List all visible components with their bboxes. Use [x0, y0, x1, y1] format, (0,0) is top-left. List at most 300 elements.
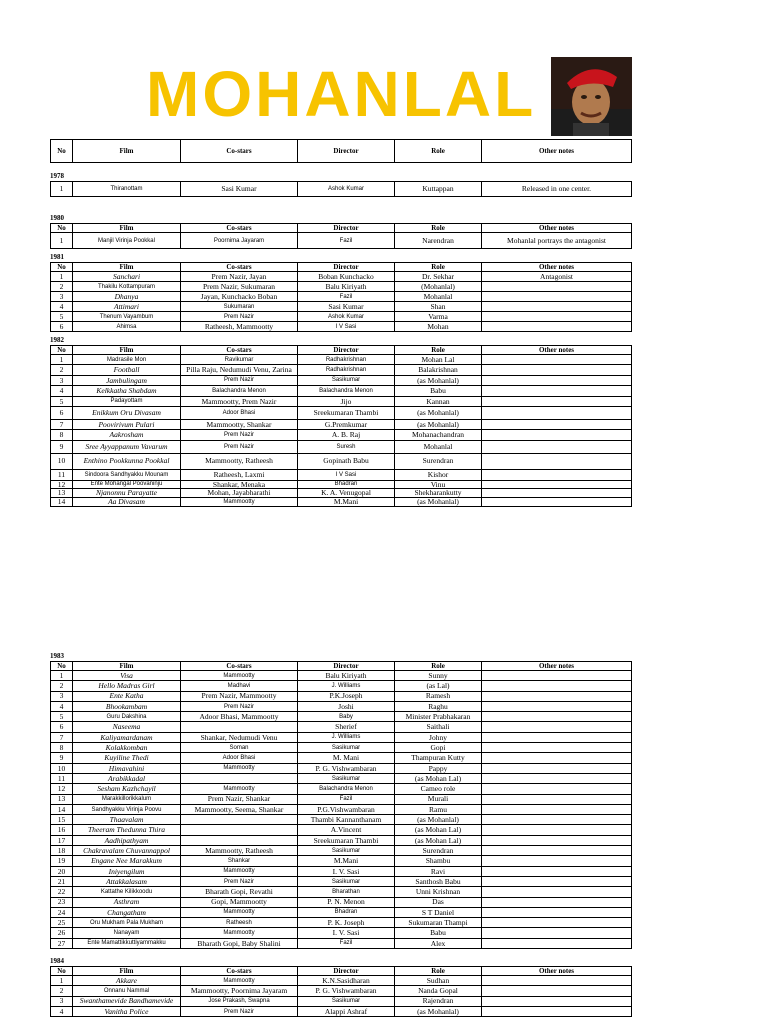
year-1982-section — [50, 336, 632, 507]
cell-co-stars: Mammootty, Seema, Shankar — [181, 804, 298, 814]
header-row-number: No — [51, 140, 73, 163]
cell-director: Baby — [298, 712, 395, 722]
cell-film-title: Sesham Kazhchayil — [73, 784, 181, 794]
table-row — [51, 743, 632, 753]
cell-film-title: Marakkillorikkalum — [73, 794, 181, 804]
cell-co-stars: Bharath Gopi, Revathi — [181, 887, 298, 897]
cell-role: (as Lal) — [395, 681, 482, 691]
header-film-title: Film — [73, 224, 181, 233]
cell-co-stars: Shankar, Menaka — [181, 480, 298, 489]
cell-film-title: Sanchari — [73, 272, 181, 282]
table-row — [51, 430, 632, 440]
table-row — [51, 928, 632, 938]
cell-row-number: 24 — [51, 907, 73, 917]
cell-role: Surendran — [395, 846, 482, 856]
cell-row-number: 11 — [51, 773, 73, 783]
page-title: MOHANLAL — [146, 58, 537, 130]
cell-film-title: Vanitha Police — [73, 1006, 181, 1016]
cell-co-stars: Gopi, Mammootty — [181, 897, 298, 907]
cell-row-number: 1 — [51, 976, 73, 986]
cell-role: Babu — [395, 928, 482, 938]
header-other-notes: Other notes — [482, 967, 632, 976]
cell-film-title: Kuyiline Thedi — [73, 753, 181, 763]
header-role: Role — [395, 346, 482, 355]
cell-other-notes — [482, 794, 632, 804]
cell-director: K. A. Venugopal — [298, 489, 395, 498]
cell-director: P. G. Vishwambaran — [298, 986, 395, 996]
cell-other-notes — [482, 856, 632, 866]
cell-row-number: 26 — [51, 928, 73, 938]
table-row — [51, 396, 632, 406]
cell-row-number: 12 — [51, 784, 73, 794]
cell-co-stars: Prem Nazir, Sukumaran — [181, 282, 298, 292]
header-film-title: Film — [73, 662, 181, 671]
table-row — [51, 918, 632, 928]
cell-co-stars — [181, 815, 298, 825]
cell-row-number: 16 — [51, 825, 73, 835]
cell-row-number: 5 — [51, 312, 73, 322]
header-director: Director — [298, 346, 395, 355]
cell-row-number: 21 — [51, 876, 73, 886]
cell-film-title: Oru Mukham Pala Mukham — [73, 918, 181, 928]
cell-co-stars: Prem Nazir — [181, 876, 298, 886]
cell-row-number: 4 — [51, 302, 73, 312]
cell-film-title: Enthino Pookkunna Pookkal — [73, 453, 181, 469]
cell-director: Bharathan — [298, 887, 395, 897]
cell-other-notes — [482, 938, 632, 948]
cell-row-number: 13 — [51, 794, 73, 804]
cell-role: Shekharankutty — [395, 489, 482, 498]
cell-film-title: Onnanu Nammal — [73, 986, 181, 996]
cell-director: A. B. Raj — [298, 430, 395, 440]
cell-director: J. Williams — [298, 681, 395, 691]
cell-other-notes — [482, 480, 632, 489]
header-other-notes: Other notes — [482, 346, 632, 355]
cell-other-notes: Released in one center. — [482, 182, 632, 197]
cell-director: Balachandra Menon — [298, 386, 395, 396]
cell-other-notes — [482, 825, 632, 835]
cell-co-stars: Poornima Jayaram — [181, 233, 298, 249]
cell-film-title: Football — [73, 365, 181, 375]
cell-role: Mohanlal — [395, 440, 482, 453]
table-row — [51, 784, 632, 794]
cell-film-title: Aakrosham — [73, 430, 181, 440]
cell-other-notes — [482, 835, 632, 845]
cell-co-stars: Adoor Bhasi — [181, 406, 298, 419]
cell-film-title: Ahimsa — [73, 322, 181, 332]
cell-director: Jijo — [298, 396, 395, 406]
cell-director: Balu Kiriyath — [298, 282, 395, 292]
cell-director: Ashok Kumar — [298, 312, 395, 322]
cell-film-title: Kelkkatha Shabdam — [73, 386, 181, 396]
cell-role: Santhosh Babu — [395, 876, 482, 886]
table-row — [51, 763, 632, 773]
cell-film-title: Thenum Vayambum — [73, 312, 181, 322]
cell-other-notes — [482, 815, 632, 825]
cell-co-stars: Mammootty, Poornima Jayaram — [181, 986, 298, 996]
cell-co-stars: Shankar — [181, 856, 298, 866]
cell-co-stars: Pilla Raju, Nedumudi Venu, Zarina — [181, 365, 298, 375]
table-row — [51, 773, 632, 783]
cell-row-number: 2 — [51, 986, 73, 996]
cell-row-number: 9 — [51, 753, 73, 763]
cell-role: Babu — [395, 386, 482, 396]
header-co-stars: Co-stars — [181, 662, 298, 671]
cell-director: P. G. Vishwambaran — [298, 763, 395, 773]
cell-row-number: 17 — [51, 835, 73, 845]
cell-co-stars: Mammootty — [181, 866, 298, 876]
cell-director: P.K.Joseph — [298, 691, 395, 701]
cell-row-number: 7 — [51, 732, 73, 742]
cell-film-title: Hello Madras Girl — [73, 681, 181, 691]
header-director: Director — [298, 662, 395, 671]
table-row — [51, 453, 632, 469]
cell-film-title: Dhanya — [73, 292, 181, 302]
cell-row-number: 5 — [51, 712, 73, 722]
header-row — [51, 140, 632, 163]
cell-co-stars: Mammootty — [181, 763, 298, 773]
cell-film-title: Padayottam — [73, 396, 181, 406]
cell-row-number: 22 — [51, 887, 73, 897]
cell-other-notes — [482, 712, 632, 722]
cell-director: K.N.Sasidharan — [298, 976, 395, 986]
cell-role: Pappy — [395, 763, 482, 773]
table-row — [51, 406, 632, 419]
cell-role: Rajendran — [395, 996, 482, 1006]
cell-role: Surendran — [395, 453, 482, 469]
cell-other-notes — [482, 753, 632, 763]
cell-director: Radhakrishnan — [298, 355, 395, 365]
cell-director: Suresh — [298, 440, 395, 453]
cell-row-number: 3 — [51, 292, 73, 302]
cell-role: S T Daniel — [395, 907, 482, 917]
cell-other-notes — [482, 440, 632, 453]
cell-other-notes — [482, 846, 632, 856]
cell-other-notes — [482, 430, 632, 440]
header-row-number: No — [51, 967, 73, 976]
cell-co-stars: Prem Nazir — [181, 430, 298, 440]
cell-row-number: 11 — [51, 469, 73, 480]
cell-director: Joshi — [298, 701, 395, 711]
cell-co-stars: Prem Nazir — [181, 701, 298, 711]
cell-director: Boban Kunchacko — [298, 272, 395, 282]
cell-co-stars — [181, 722, 298, 732]
cell-other-notes — [482, 322, 632, 332]
main-header-table — [50, 139, 632, 163]
cell-row-number: 27 — [51, 938, 73, 948]
cell-co-stars: Prem Nazir — [181, 375, 298, 385]
cell-director: Sreekumaran Thambi — [298, 835, 395, 845]
cell-other-notes — [482, 406, 632, 419]
cell-film-title: Aadhipathyam — [73, 835, 181, 845]
cell-film-title: Iniyengilum — [73, 866, 181, 876]
cell-film-title: Guru Dakshina — [73, 712, 181, 722]
cell-other-notes: Antagonist — [482, 272, 632, 282]
cell-film-title: Changatham — [73, 907, 181, 917]
cell-director: Sasikumar — [298, 773, 395, 783]
cell-row-number: 3 — [51, 375, 73, 385]
table-row — [51, 1006, 632, 1016]
cell-other-notes — [482, 375, 632, 385]
cell-co-stars: Mammootty, Shankar — [181, 419, 298, 429]
cell-director: Gopinath Babu — [298, 453, 395, 469]
cell-film-title: Manjil Virinja Pookkal — [73, 233, 181, 249]
cell-film-title: Kattathe Kilikkoodu — [73, 887, 181, 897]
cell-co-stars: Prem Nazir — [181, 312, 298, 322]
cell-director: I V Sasi — [298, 322, 395, 332]
header-film-title: Film — [73, 967, 181, 976]
cell-row-number: 10 — [51, 453, 73, 469]
cell-co-stars: Ravikumar — [181, 355, 298, 365]
cell-other-notes — [482, 918, 632, 928]
cell-role: (as Mohanlal) — [395, 1006, 482, 1016]
header-film-title: Film — [73, 263, 181, 272]
cell-film-title: Thiranottam — [73, 182, 181, 197]
table-row — [51, 489, 632, 498]
cell-row-number: 2 — [51, 681, 73, 691]
cell-co-stars: Mammootty — [181, 671, 298, 681]
cell-film-title: Ente Mohangal Poovaninju — [73, 480, 181, 489]
cell-co-stars: Prem Nazir — [181, 440, 298, 453]
cell-film-title: Njanonnu Parayatte — [73, 489, 181, 498]
table-row — [51, 986, 632, 996]
cell-other-notes — [482, 866, 632, 876]
cell-director: M.Mani — [298, 497, 395, 506]
year-label: 1981 — [50, 253, 64, 261]
header-role: Role — [395, 263, 482, 272]
cell-row-number: 1 — [51, 233, 73, 249]
table-row — [51, 887, 632, 897]
cell-film-title: Himavahini — [73, 763, 181, 773]
header-co-stars: Co-stars — [181, 346, 298, 355]
cell-film-title: Attakkalasam — [73, 876, 181, 886]
year-label: 1982 — [50, 336, 64, 344]
table-row — [51, 497, 632, 506]
cell-role: Alex — [395, 938, 482, 948]
cell-role: Johny — [395, 732, 482, 742]
cell-other-notes — [482, 469, 632, 480]
cell-row-number: 8 — [51, 743, 73, 753]
cell-role: Mohan Lal — [395, 355, 482, 365]
cell-role: Kishor — [395, 469, 482, 480]
table-row — [51, 440, 632, 453]
cell-film-title: Chakravalam Chuvannappol — [73, 846, 181, 856]
header-role: Role — [395, 662, 482, 671]
cell-row-number: 25 — [51, 918, 73, 928]
table-row — [51, 272, 632, 282]
header-co-stars: Co-stars — [181, 140, 298, 163]
cell-role: Mohanachandran — [395, 430, 482, 440]
cell-other-notes — [482, 897, 632, 907]
table-row — [51, 815, 632, 825]
header-co-stars: Co-stars — [181, 224, 298, 233]
cell-film-title: Poovirivum Pulari — [73, 419, 181, 429]
table-row — [51, 753, 632, 763]
year-label: 1984 — [50, 957, 64, 965]
cell-director: Sherief — [298, 722, 395, 732]
cell-other-notes — [482, 876, 632, 886]
cell-other-notes — [482, 701, 632, 711]
table-row — [51, 938, 632, 948]
cell-director: Sreekumaran Thambi — [298, 406, 395, 419]
cell-film-title: Thakilu Kottampuram — [73, 282, 181, 292]
header-row-number: No — [51, 346, 73, 355]
cell-director: Bhadran — [298, 480, 395, 489]
header-row-number: No — [51, 224, 73, 233]
cell-film-title: Madrasile Mon — [73, 355, 181, 365]
cell-row-number: 14 — [51, 804, 73, 814]
cell-co-stars: Madhavi — [181, 681, 298, 691]
table-row — [51, 976, 632, 986]
cell-other-notes — [482, 691, 632, 701]
cell-film-title: Swanthamevide Bandhamevide — [73, 996, 181, 1006]
table-row — [51, 375, 632, 385]
cell-role: Gopi — [395, 743, 482, 753]
cell-director: Fazil — [298, 233, 395, 249]
table-row — [51, 804, 632, 814]
cell-role: (as Mohan Lal) — [395, 773, 482, 783]
cell-role: Das — [395, 897, 482, 907]
year-1980-section — [50, 214, 632, 249]
cell-other-notes — [482, 365, 632, 375]
table-row — [51, 897, 632, 907]
cell-director: Alappi Ashraf — [298, 1006, 395, 1016]
cell-director: I. V. Sasi — [298, 928, 395, 938]
cell-co-stars: Adoor Bhasi, Mammootty — [181, 712, 298, 722]
cell-row-number: 15 — [51, 815, 73, 825]
cell-co-stars — [181, 825, 298, 835]
cell-row-number: 4 — [51, 701, 73, 711]
cell-director: Radhakrishnan — [298, 365, 395, 375]
table-row — [51, 233, 632, 249]
actor-photo — [551, 57, 632, 136]
cell-director: Sasikumar — [298, 375, 395, 385]
cell-other-notes — [482, 732, 632, 742]
cell-film-title: Aa Divasam — [73, 497, 181, 506]
header-director: Director — [298, 263, 395, 272]
cell-role: Raghu — [395, 701, 482, 711]
table-row — [51, 312, 632, 322]
cell-role: Dr. Sekhar — [395, 272, 482, 282]
cell-role: (as Mohanlal) — [395, 375, 482, 385]
cell-row-number: 1 — [51, 671, 73, 681]
cell-director: A.Vincent — [298, 825, 395, 835]
cell-role: Saithali — [395, 722, 482, 732]
cell-co-stars — [181, 835, 298, 845]
cell-role: (as Mohan Lal) — [395, 825, 482, 835]
cell-film-title: Thaavalam — [73, 815, 181, 825]
cell-director: Balachandra Menon — [298, 784, 395, 794]
table-row — [51, 712, 632, 722]
cell-director: Balu Kiriyath — [298, 671, 395, 681]
year-label: 1983 — [50, 652, 64, 660]
table-row — [51, 856, 632, 866]
table-row — [51, 681, 632, 691]
table-row — [51, 182, 632, 197]
cell-other-notes — [482, 302, 632, 312]
cell-other-notes — [482, 419, 632, 429]
cell-director: Ashok Kumar — [298, 182, 395, 197]
cell-role: (as Mohanlal) — [395, 497, 482, 506]
cell-co-stars: Prem Nazir, Mammootty — [181, 691, 298, 701]
cell-film-title: Jambulingam — [73, 375, 181, 385]
cell-co-stars: Sasi Kumar — [181, 182, 298, 197]
cell-film-title: Attimari — [73, 302, 181, 312]
cell-other-notes — [482, 386, 632, 396]
cell-role: Ramu — [395, 804, 482, 814]
cell-film-title: Kaliyamardanam — [73, 732, 181, 742]
cell-film-title: Akkare — [73, 976, 181, 986]
cell-other-notes — [482, 453, 632, 469]
cell-role: Murali — [395, 794, 482, 804]
cell-role: Kannan — [395, 396, 482, 406]
cell-film-title: Sree Ayyappanum Vavarum — [73, 440, 181, 453]
cell-role: (as Mohanlal) — [395, 815, 482, 825]
cell-film-title: Bhookambam — [73, 701, 181, 711]
cell-co-stars: Soman — [181, 743, 298, 753]
table-header-row — [51, 346, 632, 355]
table-row — [51, 322, 632, 332]
cell-other-notes: Mohanlal portrays the antagonist — [482, 233, 632, 249]
cell-co-stars: Ratheesh, Mammootty — [181, 322, 298, 332]
table-row — [51, 355, 632, 365]
table-row — [51, 825, 632, 835]
table-row — [51, 302, 632, 312]
cell-co-stars: Mammootty — [181, 784, 298, 794]
cell-other-notes — [482, 671, 632, 681]
cell-role: Ramesh — [395, 691, 482, 701]
cell-co-stars: Balachandra Menon — [181, 386, 298, 396]
table-row — [51, 846, 632, 856]
cell-director: P. K. Joseph — [298, 918, 395, 928]
cell-other-notes — [482, 1006, 632, 1016]
cell-director: M. Mani — [298, 753, 395, 763]
cell-role: Sukumaran Thampi — [395, 918, 482, 928]
header-other-notes: Other notes — [482, 140, 632, 163]
cell-row-number: 12 — [51, 480, 73, 489]
cell-row-number: 14 — [51, 497, 73, 506]
cell-director: Fazil — [298, 794, 395, 804]
table-row — [51, 907, 632, 917]
cell-row-number: 8 — [51, 430, 73, 440]
cell-other-notes — [482, 282, 632, 292]
cell-other-notes — [482, 773, 632, 783]
header-other-notes: Other notes — [482, 263, 632, 272]
table-row — [51, 722, 632, 732]
cell-row-number: 7 — [51, 419, 73, 429]
cell-co-stars: Prem Nazir — [181, 1006, 298, 1016]
cell-role: Sunny — [395, 671, 482, 681]
cell-role: Varma — [395, 312, 482, 322]
table-row — [51, 365, 632, 375]
table-row — [51, 469, 632, 480]
table-header-row — [51, 662, 632, 671]
cell-row-number: 4 — [51, 1006, 73, 1016]
cell-co-stars: Adoor Bhasi — [181, 753, 298, 763]
cell-co-stars: Jose Prakash, Swapna — [181, 996, 298, 1006]
table-row — [51, 282, 632, 292]
cell-row-number: 2 — [51, 365, 73, 375]
cell-director: G.Premkumar — [298, 419, 395, 429]
cell-co-stars: Mammootty — [181, 497, 298, 506]
cell-role: Sudhan — [395, 976, 482, 986]
table-row — [51, 701, 632, 711]
table-header-row — [51, 263, 632, 272]
cell-row-number: 4 — [51, 386, 73, 396]
year-label: 1978 — [50, 172, 64, 180]
cell-other-notes — [482, 887, 632, 897]
header-row-number: No — [51, 263, 73, 272]
